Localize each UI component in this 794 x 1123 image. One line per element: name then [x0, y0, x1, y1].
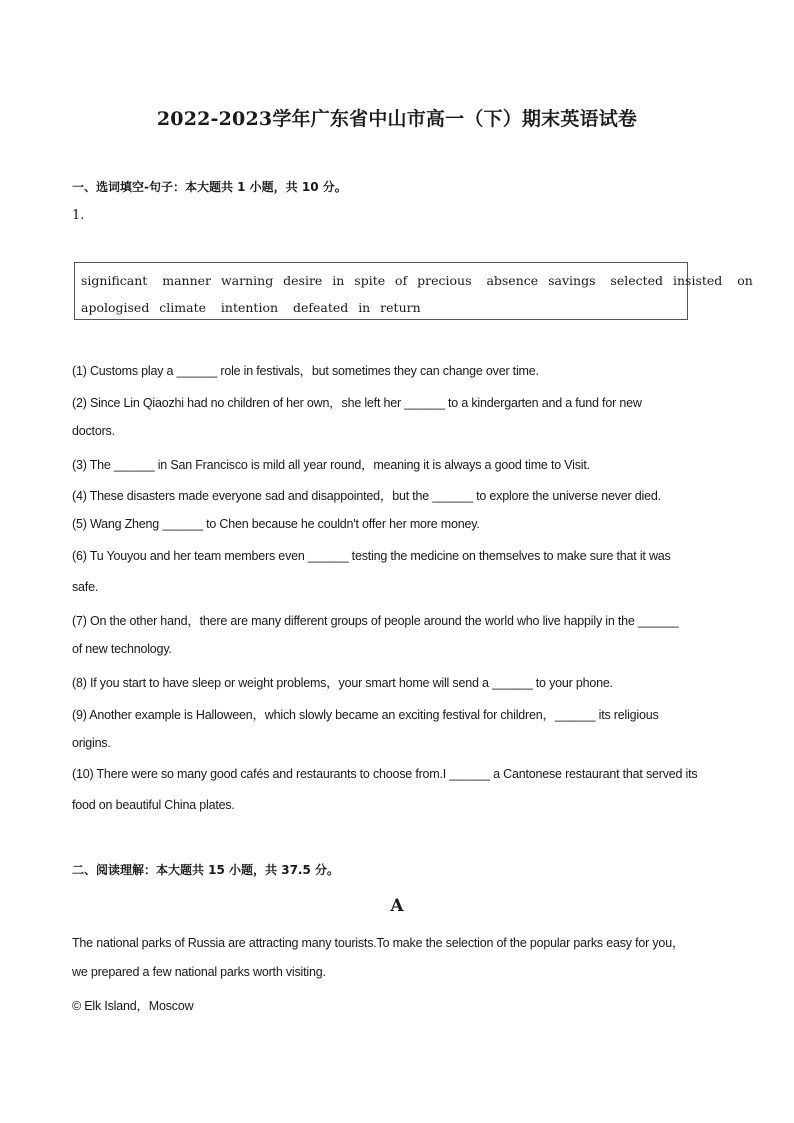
word-bank-line: apologised climate intention defeated in return	[81, 300, 421, 315]
question-number: 1.	[72, 208, 85, 223]
sentence-line: (4) These disasters made everyone sad and disappointed，but the ______ to explore the universe never died.	[72, 489, 661, 503]
sentence-line: (1) Customs play a ______ role in festivals，but sometimes they can change over time.	[72, 364, 539, 378]
word-bank-box	[74, 262, 753, 320]
sentence-line: safe.	[72, 580, 99, 594]
word-bank-line: significant manner warning desire in spite of precious absence savings selected insisted on	[81, 273, 753, 288]
passage-line: The national parks of Russia are attracting many tourists.To make the selection of the popular parks easy for you，	[72, 936, 685, 950]
sentence-line: of new technology.	[72, 642, 172, 656]
section-heading-2: 二、阅读理解：本大题共 15 小题，共 37.5 分。	[72, 863, 340, 877]
sentence-line: (7) On the other hand，there are many different groups of people around the world who live happily in the ______	[72, 614, 679, 628]
sentence-line: (8) If you start to have sleep or weight problems，your smart home will send a ______ to your phone.	[72, 676, 613, 690]
passage-line: we prepared a few national parks worth visiting.	[72, 965, 326, 979]
sentence-line: (6) Tu Youyou and her team members even ______ testing the medicine on themselves to make sure that it was	[72, 549, 671, 563]
sentence-line: origins.	[72, 736, 111, 750]
page-title: 2022-2023学年广东省中山市高一（下）期末英语试卷	[156, 108, 638, 130]
sentence-line: doctors.	[72, 424, 115, 438]
passage-line: © Elk Island，Moscow	[72, 999, 194, 1013]
sentence-line: food on beautiful China plates.	[72, 798, 235, 812]
sentence-line: (5) Wang Zheng ______ to Chen because he couldn't offer her more money.	[72, 517, 480, 531]
sentence-line: (9) Another example is Halloween，which slowly became an exciting festival for children，______ its religious	[72, 708, 659, 722]
sentence-line: (3) The ______ in San Francisco is mild all year round，meaning it is always a good time to Visit.	[72, 458, 590, 472]
sentence-line: (2) Since Lin Qiaozhi had no children of her own，she left her ______ to a kindergarten and a fund for new	[72, 396, 642, 410]
sentence-line: (10) There were so many good cafés and restaurants to choose from.I ______ a Cantonese restaurant that served its	[72, 767, 698, 781]
section-heading-1: 一、选词填空-句子：本大题共 1 小题，共 10 分。	[72, 180, 347, 194]
passage-label: A	[390, 896, 404, 916]
